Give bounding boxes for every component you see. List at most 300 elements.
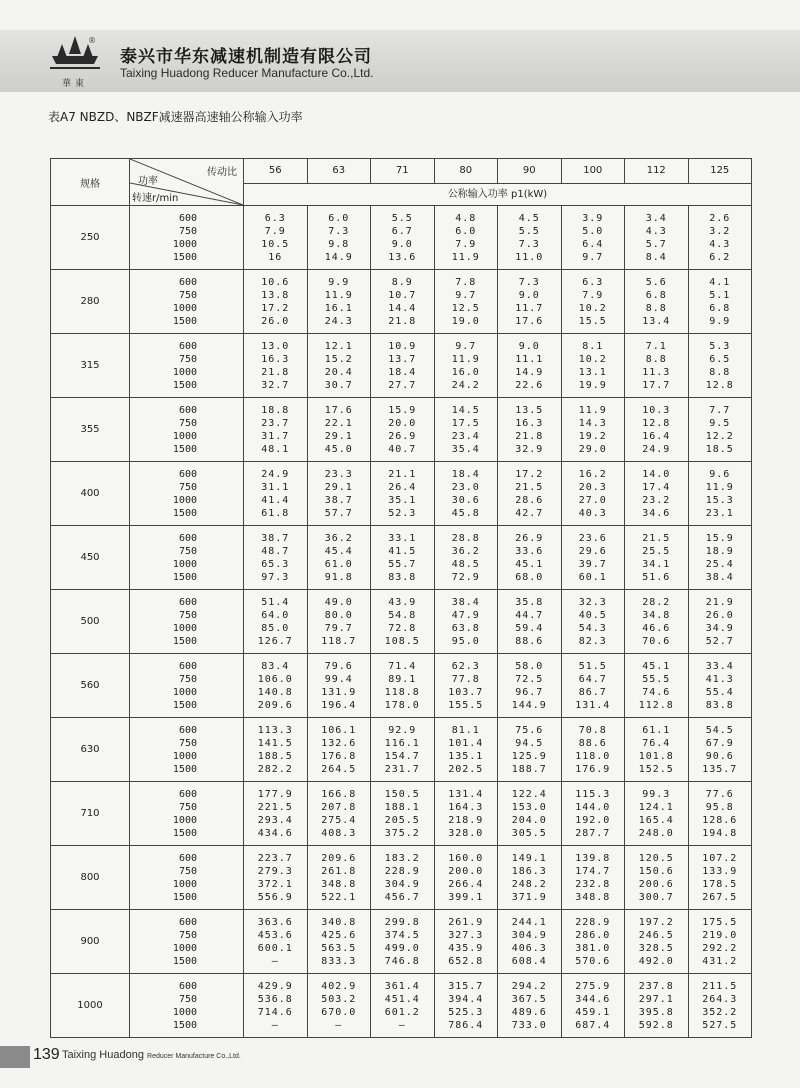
power-value: 503.2	[321, 993, 357, 1005]
power-value: 192.0	[575, 814, 611, 826]
header-left	[51, 159, 244, 205]
power-value: 431.2	[702, 955, 738, 967]
speed-value: 600	[178, 532, 197, 544]
power-value: 57.7	[324, 507, 353, 519]
spec-cell: 900	[51, 910, 130, 973]
power-value: 16.1	[324, 302, 353, 314]
power-value: 122.4	[511, 788, 547, 800]
power-value: 45.1	[642, 660, 671, 672]
power-value: 131.4	[448, 788, 484, 800]
power-cell	[498, 206, 562, 269]
speed-value: 1500	[172, 443, 197, 455]
power-value: 21.8	[515, 430, 544, 442]
power-value: 21.5	[642, 532, 671, 544]
power-value: 43.9	[388, 596, 417, 608]
power-cell	[244, 974, 308, 1037]
power-value: 237.8	[638, 980, 674, 992]
speed-cell	[130, 718, 244, 781]
power-value: 13.0	[261, 340, 290, 352]
power-value: 21.5	[515, 481, 544, 493]
power-value: 304.9	[384, 878, 420, 890]
power-value: 299.8	[384, 916, 420, 928]
power-cell	[689, 846, 752, 909]
power-value: 38.4	[451, 596, 480, 608]
power-cell	[308, 590, 372, 653]
speed-value: 750	[178, 289, 197, 301]
power-value: 92.9	[388, 724, 417, 736]
power-value: 24.9	[261, 468, 290, 480]
power-value: 85.0	[261, 622, 290, 634]
power-value: 16.4	[642, 430, 671, 442]
power-value: 48.1	[261, 443, 290, 455]
power-value: 72.8	[388, 622, 417, 634]
power-value: 83.4	[261, 660, 290, 672]
power-value: 17.2	[261, 302, 290, 314]
power-value: 3.2	[709, 225, 731, 237]
power-cell	[435, 974, 499, 1037]
speed-cell	[130, 398, 244, 461]
power-value: 174.7	[575, 865, 611, 877]
power-value: 231.7	[384, 763, 420, 775]
power-value: 16.3	[515, 417, 544, 429]
power-value: 21.8	[261, 366, 290, 378]
power-value: 9.7	[455, 340, 477, 352]
power-table	[50, 158, 752, 1038]
power-value: 79.7	[324, 622, 353, 634]
power-value: 63.8	[451, 622, 480, 634]
power-cell	[435, 654, 499, 717]
power-value: 34.1	[642, 558, 671, 570]
power-cell	[625, 334, 689, 397]
footer-brand-small: Reducer Manufacture Co.,Ltd.	[147, 1053, 241, 1060]
power-value: 67.9	[705, 737, 734, 749]
power-value: 228.9	[575, 916, 611, 928]
power-value: 132.6	[321, 737, 357, 749]
power-value: 15.5	[578, 315, 607, 327]
power-value: 786.4	[448, 1019, 484, 1031]
power-value: 375.2	[384, 827, 420, 839]
speed-value: 750	[178, 673, 197, 685]
power-value: 178.5	[702, 878, 738, 890]
power-value: 218.9	[448, 814, 484, 826]
power-value: 344.6	[575, 993, 611, 1005]
power-value: 394.4	[448, 993, 484, 1005]
power-value: 86.7	[578, 686, 607, 698]
speed-value: 1000	[172, 814, 197, 826]
power-value: 5.5	[518, 225, 540, 237]
power-cell	[308, 334, 372, 397]
speed-value: 1500	[172, 251, 197, 263]
power-value: 13.5	[515, 404, 544, 416]
speed-value: 1000	[172, 366, 197, 378]
power-value: 287.7	[575, 827, 611, 839]
power-value: 99.4	[324, 673, 353, 685]
power-value: 536.8	[257, 993, 293, 1005]
power-value: 4.8	[455, 212, 477, 224]
speed-value: 750	[178, 801, 197, 813]
power-cell	[244, 398, 308, 461]
spec-cell: 355	[51, 398, 130, 461]
power-value: 97.3	[261, 571, 290, 583]
power-cell	[625, 974, 689, 1037]
power-value: 99.3	[642, 788, 671, 800]
power-value: 41.4	[261, 494, 290, 506]
power-value: 17.4	[642, 481, 671, 493]
speed-cell	[130, 590, 244, 653]
power-value: 81.1	[451, 724, 480, 736]
speed-value: 1000	[172, 1006, 197, 1018]
power-cell	[435, 910, 499, 973]
power-value: 88.6	[515, 635, 544, 647]
power-value: 5.5	[391, 212, 413, 224]
power-value: 39.7	[578, 558, 607, 570]
speed-value: 1000	[172, 494, 197, 506]
power-value: 10.5	[261, 238, 290, 250]
power-value: 381.0	[575, 942, 611, 954]
power-value: 194.8	[702, 827, 738, 839]
speed-value: 750	[178, 929, 197, 941]
power-value: 9.0	[518, 289, 540, 301]
power-value: 34.6	[642, 507, 671, 519]
power-value: 95.8	[705, 801, 734, 813]
power-value: 38.7	[261, 532, 290, 544]
power-value: 29.1	[324, 481, 353, 493]
ratio-header-row	[244, 159, 751, 184]
power-cell	[371, 398, 435, 461]
power-value: 112.8	[638, 699, 674, 711]
power-value: 165.4	[638, 814, 674, 826]
power-cell	[308, 654, 372, 717]
speed-value: 1500	[172, 507, 197, 519]
power-value: 11.9	[451, 353, 480, 365]
power-value: 91.8	[324, 571, 353, 583]
power-value: 48.5	[451, 558, 480, 570]
power-value: 223.7	[257, 852, 293, 864]
speed-label: 转速r/min	[132, 193, 179, 204]
power-value: 24.3	[324, 315, 353, 327]
power-cell	[308, 718, 372, 781]
power-value: 118.8	[384, 686, 420, 698]
power-value: 23.2	[642, 494, 671, 506]
power-cell	[498, 334, 562, 397]
power-value: 833.3	[321, 955, 357, 967]
power-value: 6.0	[328, 212, 350, 224]
power-cell	[371, 782, 435, 845]
power-cell	[371, 526, 435, 589]
power-value: 202.5	[448, 763, 484, 775]
power-value: 9.5	[709, 417, 731, 429]
spec-cell: 1000	[51, 974, 130, 1037]
power-value: 23.7	[261, 417, 290, 429]
spec-cell: 280	[51, 270, 130, 333]
power-value: 315.7	[448, 980, 484, 992]
speed-value: 1000	[172, 430, 197, 442]
power-cell	[498, 846, 562, 909]
power-cell	[562, 654, 626, 717]
power-value: 13.8	[261, 289, 290, 301]
power-value: 10.7	[388, 289, 417, 301]
power-value: 453.6	[257, 929, 293, 941]
speed-value: 750	[178, 545, 197, 557]
power-label: 功率	[138, 176, 158, 187]
power-value: 489.6	[511, 1006, 547, 1018]
power-value: 106.0	[257, 673, 293, 685]
power-value: —	[335, 1019, 343, 1031]
power-value: 133.9	[702, 865, 738, 877]
speed-value: 1000	[172, 942, 197, 954]
power-value: 3.9	[582, 212, 604, 224]
power-value: 186.3	[511, 865, 547, 877]
power-value: 31.1	[261, 481, 290, 493]
power-value: 23.4	[451, 430, 480, 442]
power-value: 49.0	[324, 596, 353, 608]
power-value: 23.0	[451, 481, 480, 493]
speed-value: 750	[178, 993, 197, 1005]
speed-value: 600	[178, 916, 197, 928]
footer-brand	[62, 1049, 241, 1061]
table-header	[51, 159, 751, 206]
power-cell	[625, 718, 689, 781]
power-value: 188.5	[257, 750, 293, 762]
speed-cell	[130, 526, 244, 589]
power-value: 140.8	[257, 686, 293, 698]
power-cell	[244, 206, 308, 269]
power-value: 120.5	[638, 852, 674, 864]
power-value: 54.8	[388, 609, 417, 621]
power-value: 36.2	[451, 545, 480, 557]
ratio-header-cell: 71	[371, 159, 435, 183]
power-value: 408.3	[321, 827, 357, 839]
power-value: 152.5	[638, 763, 674, 775]
power-value: —	[271, 955, 279, 967]
power-value: 35.4	[451, 443, 480, 455]
speed-value: 1500	[172, 763, 197, 775]
power-value: 82.3	[578, 635, 607, 647]
power-value: 70.8	[578, 724, 607, 736]
power-value: 328.0	[448, 827, 484, 839]
power-value: 32.7	[261, 379, 290, 391]
power-value: —	[271, 1019, 279, 1031]
power-cell	[371, 846, 435, 909]
speed-value: 750	[178, 417, 197, 429]
power-cell	[498, 910, 562, 973]
power-value: 19.2	[578, 430, 607, 442]
power-value: 83.8	[705, 699, 734, 711]
power-value: 166.8	[321, 788, 357, 800]
power-cell	[371, 334, 435, 397]
power-value: 248.0	[638, 827, 674, 839]
power-value: 563.5	[321, 942, 357, 954]
power-cell	[498, 782, 562, 845]
power-cell	[244, 334, 308, 397]
power-value: 9.0	[518, 340, 540, 352]
power-value: 348.8	[321, 878, 357, 890]
power-value: 205.5	[384, 814, 420, 826]
power-value: 52.7	[705, 635, 734, 647]
power-value: 176.9	[575, 763, 611, 775]
power-value: 16.2	[578, 468, 607, 480]
power-value: 135.1	[448, 750, 484, 762]
power-value: 71.4	[388, 660, 417, 672]
power-value: 40.3	[578, 507, 607, 519]
power-value: 522.1	[321, 891, 357, 903]
power-value: 275.9	[575, 980, 611, 992]
power-value: 425.6	[321, 929, 357, 941]
power-value: 88.6	[578, 737, 607, 749]
power-cell	[689, 910, 752, 973]
power-cell	[371, 654, 435, 717]
speed-value: 600	[178, 212, 197, 224]
speed-value: 600	[178, 276, 197, 288]
power-value: 197.2	[638, 916, 674, 928]
power-value: 8.8	[645, 353, 667, 365]
power-value: 45.1	[515, 558, 544, 570]
power-value: 26.4	[388, 481, 417, 493]
power-value: 11.3	[642, 366, 671, 378]
power-value: 150.5	[384, 788, 420, 800]
speed-cell	[130, 782, 244, 845]
power-value: 10.9	[388, 340, 417, 352]
power-cell	[562, 206, 626, 269]
power-value: 77.8	[451, 673, 480, 685]
power-value: 4.3	[645, 225, 667, 237]
power-cell	[308, 462, 372, 525]
power-cell	[562, 974, 626, 1037]
power-value: 183.2	[384, 852, 420, 864]
header-right	[244, 159, 751, 205]
power-value: 13.6	[388, 251, 417, 263]
power-value: 14.0	[642, 468, 671, 480]
power-cell	[308, 846, 372, 909]
power-value: 11.9	[578, 404, 607, 416]
power-cell	[689, 590, 752, 653]
power-value: 18.4	[388, 366, 417, 378]
power-value: 12.5	[451, 302, 480, 314]
power-value: 16	[268, 251, 283, 263]
speed-value: 1500	[172, 827, 197, 839]
power-value: 556.9	[257, 891, 293, 903]
power-value: 177.9	[257, 788, 293, 800]
diagonal-header-cell	[130, 159, 243, 205]
power-value: 12.1	[324, 340, 353, 352]
spec-cell: 710	[51, 782, 130, 845]
power-cell	[244, 526, 308, 589]
power-value: 17.2	[515, 468, 544, 480]
power-cell	[625, 910, 689, 973]
power-value: 8.8	[645, 302, 667, 314]
power-value: 51.4	[261, 596, 290, 608]
speed-value: 750	[178, 865, 197, 877]
power-value: 219.0	[702, 929, 738, 941]
power-value: 15.9	[705, 532, 734, 544]
power-cell	[244, 718, 308, 781]
power-value: 30.6	[451, 494, 480, 506]
speed-cell	[130, 334, 244, 397]
registered-mark: ®	[88, 36, 96, 45]
power-cell	[435, 590, 499, 653]
power-value: 209.6	[257, 699, 293, 711]
power-value: 372.1	[257, 878, 293, 890]
power-value: 144.0	[575, 801, 611, 813]
power-value: 451.4	[384, 993, 420, 1005]
power-cell	[625, 526, 689, 589]
power-value: 41.5	[388, 545, 417, 557]
power-value: 406.3	[511, 942, 547, 954]
speed-value: 1000	[172, 238, 197, 250]
power-value: 7.3	[518, 238, 540, 250]
speed-value: 750	[178, 609, 197, 621]
power-cell	[371, 910, 435, 973]
ratio-header-cell: 100	[562, 159, 626, 183]
power-value: 200.0	[448, 865, 484, 877]
speed-value: 600	[178, 660, 197, 672]
speed-cell	[130, 270, 244, 333]
power-value: 279.3	[257, 865, 293, 877]
power-value: 19.9	[578, 379, 607, 391]
power-value: 27.0	[578, 494, 607, 506]
power-value: 44.7	[515, 609, 544, 621]
speed-value: 600	[178, 404, 197, 416]
power-value: 12.2	[705, 430, 734, 442]
power-value: 48.7	[261, 545, 290, 557]
spec-cell: 400	[51, 462, 130, 525]
power-value: 196.4	[321, 699, 357, 711]
power-value: 3.4	[645, 212, 667, 224]
power-value: 746.8	[384, 955, 420, 967]
power-value: 6.5	[709, 353, 731, 365]
power-value: 601.2	[384, 1006, 420, 1018]
power-cell	[689, 398, 752, 461]
speed-value: 750	[178, 225, 197, 237]
power-value: 18.5	[705, 443, 734, 455]
power-value: 18.9	[705, 545, 734, 557]
power-value: 20.0	[388, 417, 417, 429]
power-cell	[244, 846, 308, 909]
speed-value: 600	[178, 468, 197, 480]
power-value: 7.9	[582, 289, 604, 301]
power-value: 76.4	[642, 737, 671, 749]
power-value: 144.9	[511, 699, 547, 711]
power-value: 499.0	[384, 942, 420, 954]
power-value: 28.8	[451, 532, 480, 544]
speed-value: 1500	[172, 571, 197, 583]
table-row-group	[51, 526, 751, 590]
power-value: 8.9	[391, 276, 413, 288]
power-value: 200.6	[638, 878, 674, 890]
power-value: 264.3	[702, 993, 738, 1005]
power-value: 40.5	[578, 609, 607, 621]
power-value: 248.2	[511, 878, 547, 890]
power-cell	[308, 526, 372, 589]
power-value: 5.7	[645, 238, 667, 250]
unit-label: 公称输入功率 p1(kW)	[447, 189, 548, 200]
power-value: 70.6	[642, 635, 671, 647]
power-value: 107.2	[702, 852, 738, 864]
power-value: 25.4	[705, 558, 734, 570]
power-value: 40.7	[388, 443, 417, 455]
spec-cell: 315	[51, 334, 130, 397]
power-cell	[562, 270, 626, 333]
table-row-group	[51, 398, 751, 462]
ratio-header-cell: 80	[435, 159, 499, 183]
power-cell	[435, 526, 499, 589]
power-value: 14.4	[388, 302, 417, 314]
power-value: 131.4	[575, 699, 611, 711]
ratio-header-cell: 112	[625, 159, 689, 183]
ratio-header-cell: 56	[244, 159, 308, 183]
power-value: 6.2	[709, 251, 731, 263]
power-value: 9.0	[391, 238, 413, 250]
